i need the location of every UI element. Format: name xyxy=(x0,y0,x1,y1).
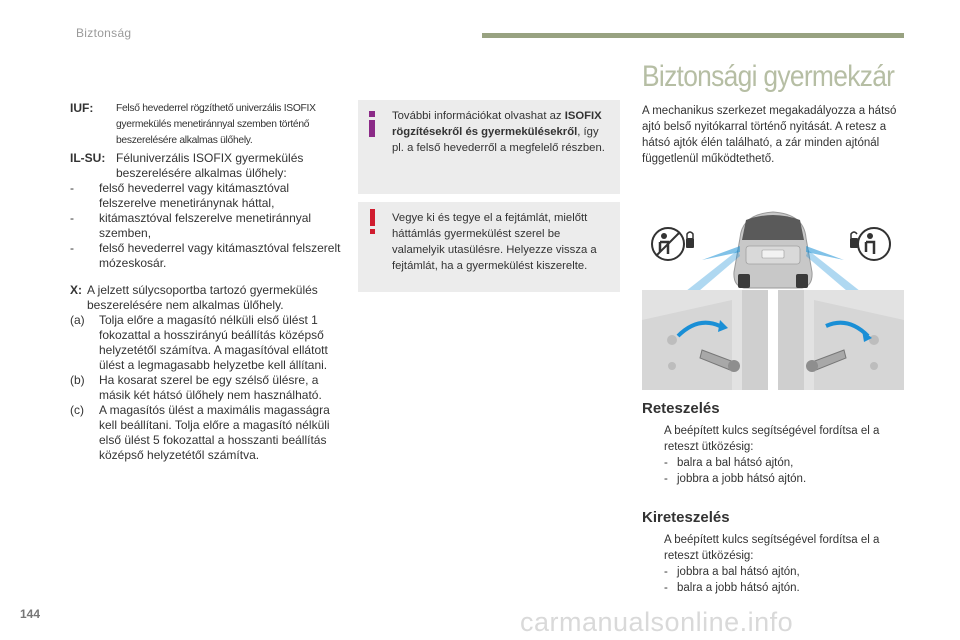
list-item xyxy=(642,455,912,471)
info-text-before: További információkat olvashat az xyxy=(392,110,565,122)
header-bar xyxy=(482,33,904,38)
definition-desc: Felső hevederrel rögzíthető univerzális ISOFIX gyermekülés menetiránnyal szemben történő beszerelésére alkalmas ülőhely. xyxy=(116,103,316,146)
definition-x xyxy=(70,283,342,313)
sub-step-text: balra a jobb hátsó ajtón. xyxy=(677,582,800,594)
definition-desc: A jelzett súlycsoportba tartozó gyermekülés beszerelésére nem alkalmas ülőhely. xyxy=(87,283,318,312)
illustration-svg xyxy=(642,190,904,390)
note-c xyxy=(70,403,342,463)
bullet-mark: - xyxy=(70,211,74,225)
list-item xyxy=(642,564,912,580)
note-a xyxy=(70,313,342,373)
bullet-text: kitámasztóval felszerelve menetiránnyal szemben, xyxy=(99,211,312,240)
sub-step-text: jobbra a jobb hátsó ajtón. xyxy=(677,473,807,485)
definition-term: IUF: xyxy=(70,101,94,115)
note-text: A magasítós ülést a maximális magasságra kell beállítani. Tolja előre a magasító nélküli első ülést 5 fokozattal a hosszanti beállítás középső helyzetétől számítva. xyxy=(99,403,330,462)
list-item xyxy=(642,532,912,564)
checkbox-mark xyxy=(642,532,664,564)
bullet-mark: - xyxy=(664,566,668,578)
note-term: (a) xyxy=(70,313,85,327)
warning-icon xyxy=(370,209,376,235)
list-item xyxy=(642,580,912,596)
bullet-mark: - xyxy=(664,457,668,469)
info-text-bold: ISOFIX rögzítésekről és gyermekülésekről xyxy=(392,110,602,138)
bullet-text: felső hevederrel vagy kitámasztóval felszerelt mózeskosár. xyxy=(99,241,341,270)
intro-text: A mechanikus szerkezet megakadályozza a hátsó ajtó belső nyitókarral történő nyitását. A retesz a hátsó ajtók élén található, a zár minden ajtónál függetlenül működtethető. xyxy=(642,105,897,165)
list-item xyxy=(70,241,342,271)
step-text: A beépített kulcs segítségével fordítsa el a reteszt ütközésig: xyxy=(664,534,880,562)
note-b xyxy=(70,373,342,403)
note-term: (c) xyxy=(70,403,84,417)
page-title: Biztonsági gyermekzár xyxy=(642,60,895,93)
car-rear-image xyxy=(734,212,812,288)
note-term: (b) xyxy=(70,373,85,387)
info-box xyxy=(358,100,620,194)
note-text: Tolja előre a magasító nélküli első ülést 1 fokozattal a hosszirányú beállítás középső helyzetétől számítva. A magasítóval ellátott ülést a legmagasabb helyzetbe kell állítani. xyxy=(99,313,328,372)
definition-term: X: xyxy=(70,283,82,297)
locking-steps xyxy=(642,423,912,487)
definition-ilsu xyxy=(70,151,342,181)
info-text-after: , így pl. a felső hevederről a megfelelő részben. xyxy=(392,126,605,154)
child-lock-illustration xyxy=(642,190,904,390)
list-item xyxy=(642,471,912,487)
sub-step-text: balra a bal hátsó ajtón, xyxy=(677,457,794,469)
left-column xyxy=(70,101,342,463)
list-item xyxy=(70,181,342,211)
info-icon xyxy=(367,111,377,137)
list-item xyxy=(70,211,342,241)
info-text xyxy=(392,108,612,156)
page-number: 144 xyxy=(20,607,41,621)
child-lock-unlocked-icon xyxy=(850,228,890,260)
child-lock-locked-icon xyxy=(652,228,694,260)
locking-title: Reteszelés xyxy=(642,400,720,417)
bullet-mark: - xyxy=(70,241,74,255)
definition-iuf xyxy=(70,101,342,149)
door-edge-right-image xyxy=(778,290,904,390)
bullet-mark: - xyxy=(664,582,668,594)
definition-term: IL-SU: xyxy=(70,151,106,165)
checkbox-mark xyxy=(642,423,664,455)
bullet-text: felső hevederrel vagy kitámasztóval felszerelve menetiránynak háttal, xyxy=(99,181,290,210)
definition-desc: Féluniverzális ISOFIX gyermekülés beszerelésére alkalmas ülőhely: xyxy=(116,151,304,180)
sub-step-text: jobbra a bal hátsó ajtón, xyxy=(677,566,800,578)
watermark: carmanualsonline.info xyxy=(520,607,794,637)
header-section-title: Biztonság xyxy=(76,26,132,40)
unlocking-title: Kireteszelés xyxy=(642,509,730,526)
note-text: Ha kosarat szerel be egy szélső ülésre, a másik két hátsó ülőhely nem használható. xyxy=(99,373,322,402)
bullet-mark: - xyxy=(70,181,74,195)
warning-text: Vegye ki és tegye el a fejtámlát, mielőtt háttámlás gyermekülést szerel be valamelyik utasülésre. Helyezze vissza a fejtámlát, ha a gyermekülést kiszerelte. xyxy=(392,212,597,272)
unlocking-steps xyxy=(642,532,912,596)
list-item xyxy=(642,423,912,455)
bullet-mark: - xyxy=(664,473,668,485)
step-text: A beépített kulcs segítségével fordítsa el a reteszt ütközésig: xyxy=(664,425,880,453)
warning-box xyxy=(358,202,620,292)
door-edge-left-image xyxy=(642,290,768,390)
